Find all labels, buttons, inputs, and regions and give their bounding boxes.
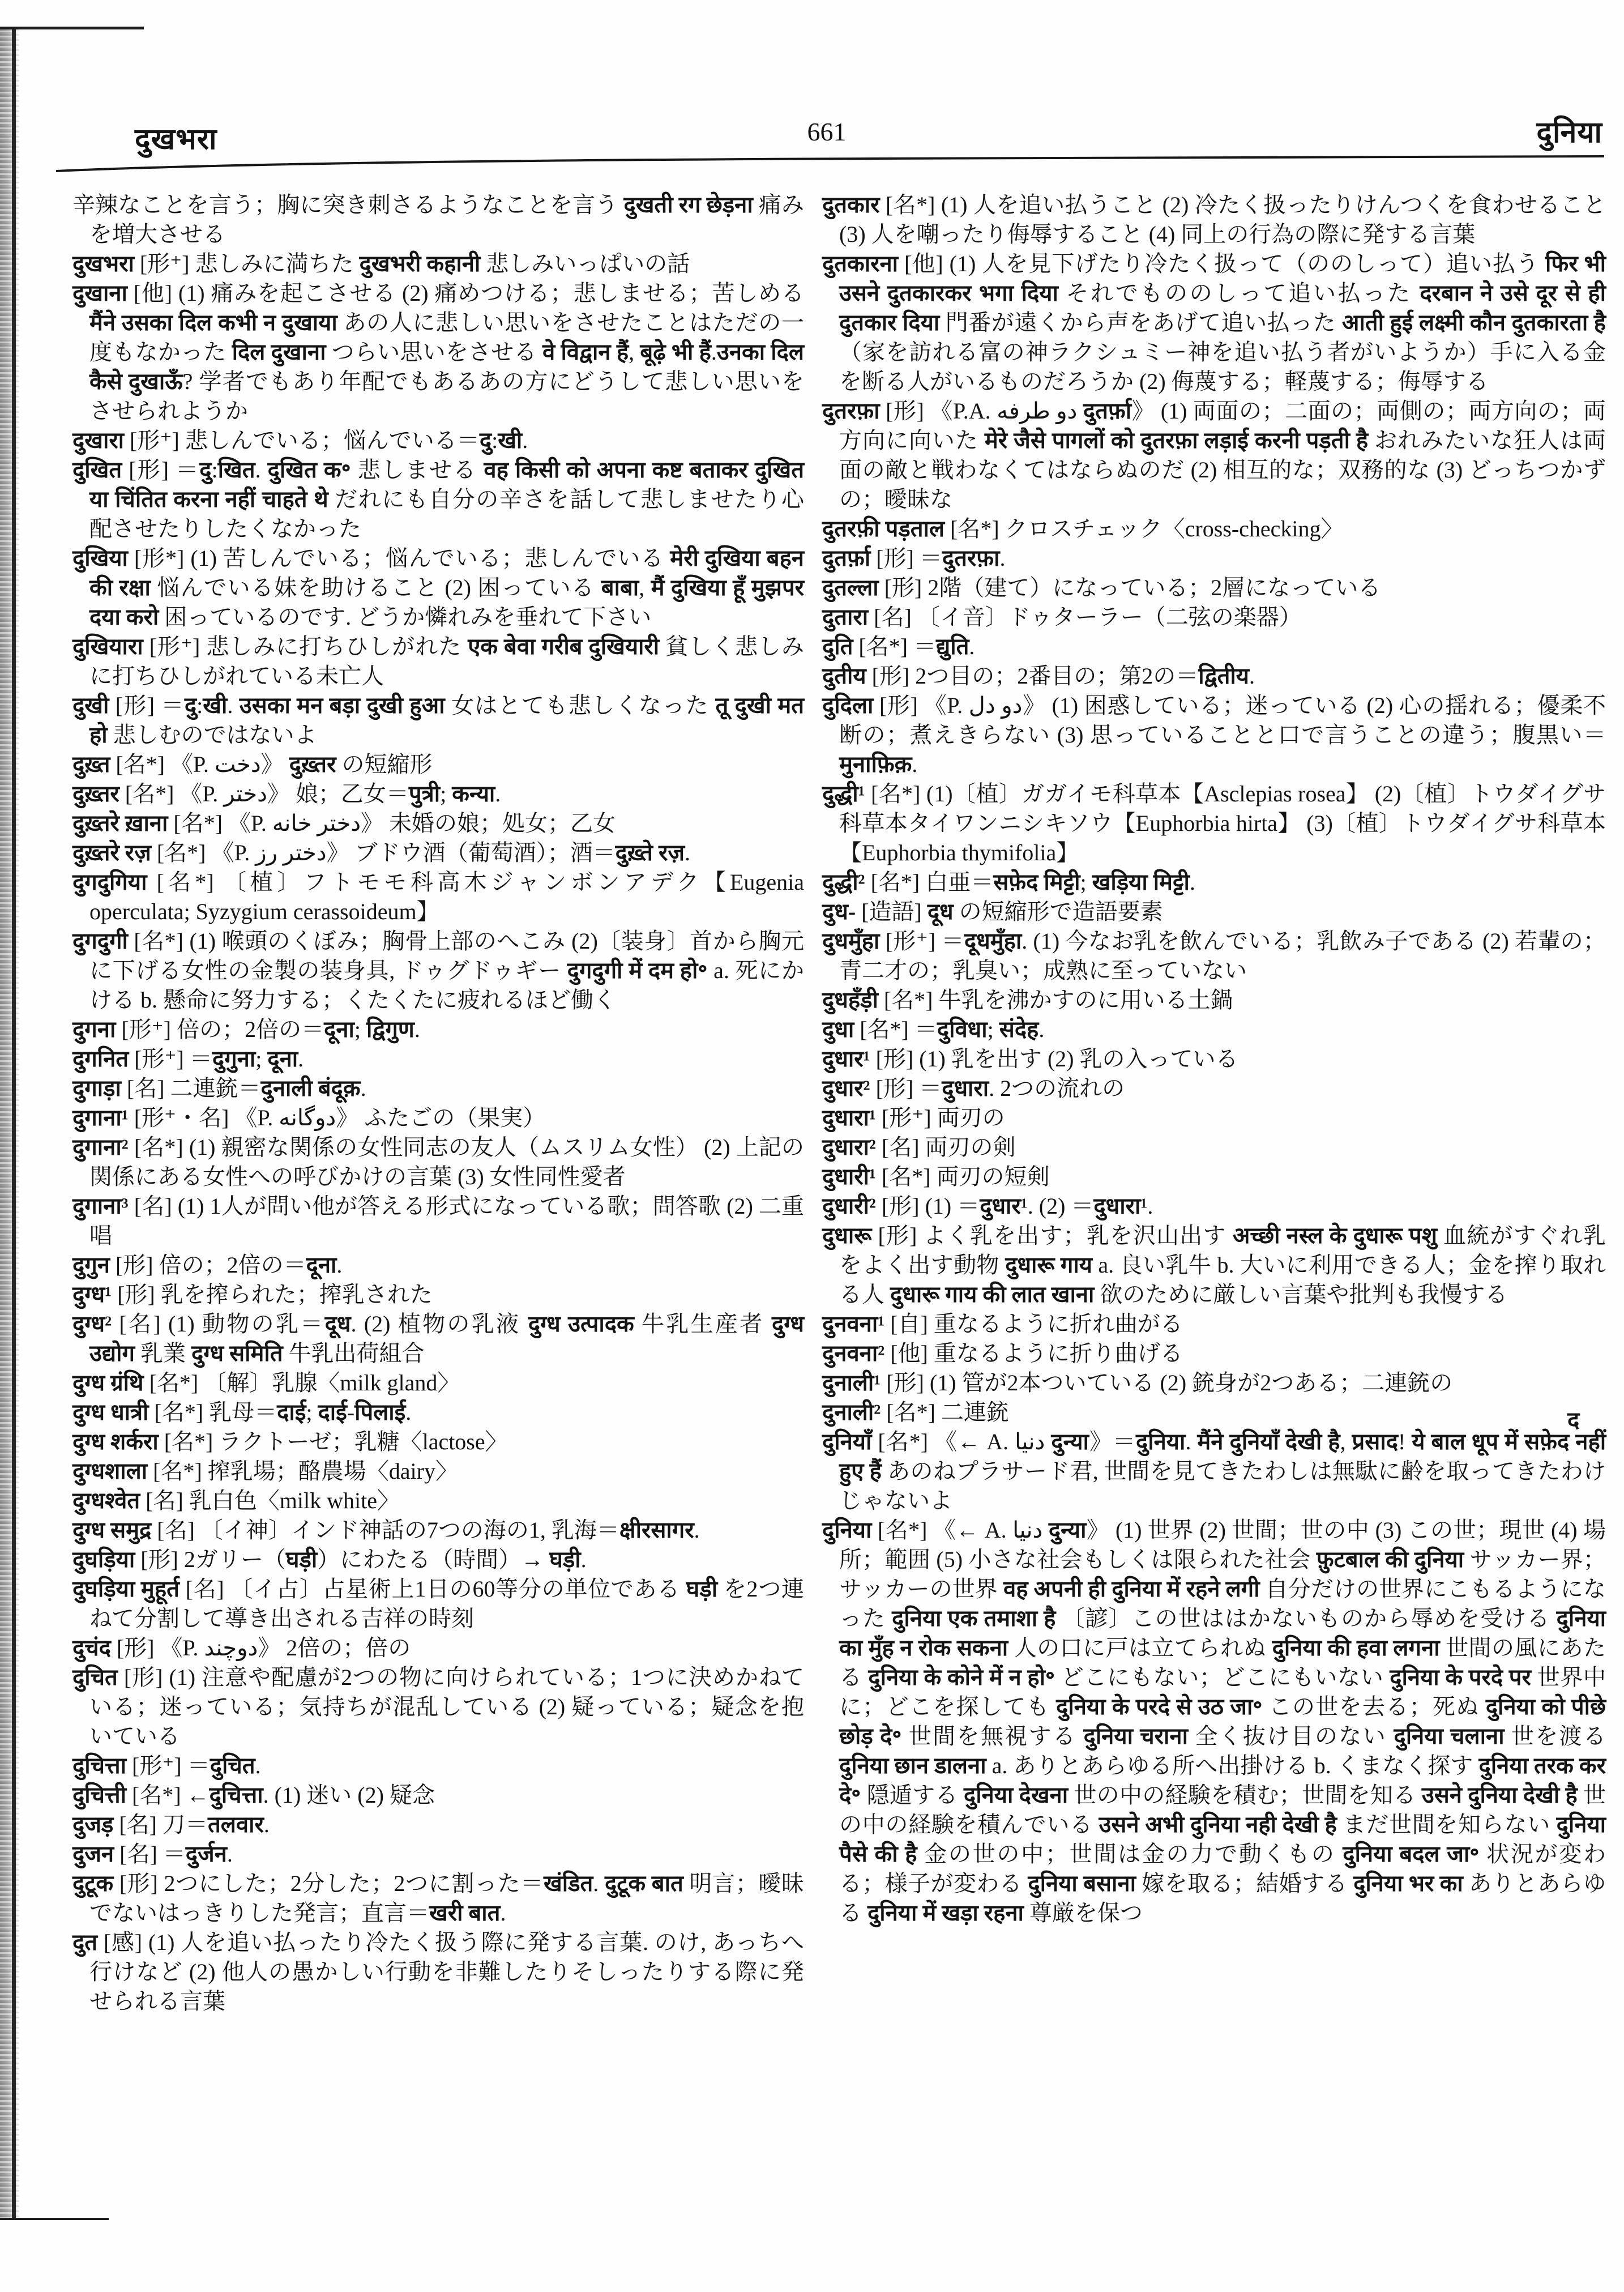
entry-pos-label: [名*] <box>134 1134 183 1160</box>
dictionary-entry <box>72 809 804 838</box>
entry-body: ＝दुधारा. 2つの流れの <box>919 1075 1125 1101</box>
entry-headword: दुखियारा <box>72 634 143 659</box>
entry-pos-label: [名*] <box>886 1399 935 1425</box>
entry-body: 倍の；2倍の＝दूना. <box>159 1252 343 1278</box>
entry-pos-label: [名*] <box>154 1399 204 1425</box>
entry-body: 乳母＝दाई; दाई-पिलाई. <box>209 1399 412 1425</box>
entry-body: (1) 苦しんでいる；悩んでいる；悲しんでいる मेरी दुखिया बहन की रक्षा 悩んでいる妹を助けること (2) 困っている बाबा, मैं दुखिया हूँ मुझपर दया करो 困っているのです. どうか憐れみを垂れて下さい <box>89 545 805 630</box>
entry-headword: दुति <box>822 634 853 659</box>
entry-pos-label: [名*] <box>883 987 933 1013</box>
dictionary-entry <box>822 514 1606 544</box>
entry-pos-label: [形] <box>140 1547 178 1572</box>
binding-shadow-core <box>12 29 16 2219</box>
dictionary-entry <box>72 426 804 455</box>
dictionary-entry <box>822 1221 1606 1309</box>
entry-body: (1) 喉頭のくぼみ；胸骨上部のへこみ (2)〔装身〕首から胸元に下げる女性の金製の装身具, ドゥグドゥギー दुगदुगी में दम हो॰ a. 死にかける b. 懸命に努力する；くたくたに疲れるほど働く <box>89 928 805 1013</box>
entry-headword: दुगनित <box>72 1046 129 1072</box>
dictionary-entry <box>72 190 804 249</box>
entry-headword: दुजड़ <box>72 1812 114 1837</box>
entry-pos-label: [名*] <box>156 869 214 895</box>
entry-body: 白亜＝सफ़ेद मिट्टी; खड़िया मिट्टी. <box>925 869 1195 895</box>
entry-headword: दुजन <box>72 1841 114 1867</box>
entry-pos-label: [名] <box>119 1841 157 1867</box>
entry-body: 《P. دوچند》 2倍の；倍の <box>160 1635 411 1661</box>
dictionary-entry <box>822 985 1606 1015</box>
entry-pos-label: [名] <box>126 1075 165 1101</box>
entry-body: ＝दु:खी. उसका मन बड़ा दुखी हुआ 女はとても悲しくなった तू दुखी मत हो 悲しむのではないよ <box>89 693 805 748</box>
entry-headword: दुधारी¹ <box>822 1164 876 1189</box>
entry-body: 刀＝तलवार. <box>162 1812 270 1837</box>
entry-pos-label: [名*] <box>878 1429 929 1454</box>
entry-body: 2ガリー（घड़ी）にわたる（時間）→ घड़ी. <box>183 1547 587 1572</box>
dictionary-entry <box>822 661 1606 691</box>
dictionary-entry <box>72 1457 804 1486</box>
margin-guide-letter: द <box>1567 1407 1580 1433</box>
entry-pos-label: [名*] <box>116 752 165 777</box>
entry-body: 悲しみに打ちひしがれた एक बेवा गरीब दुखियारी 貧しく悲しみに打ちひしがれている未亡人 <box>89 634 805 689</box>
entry-headword: दुख़्त <box>72 752 110 777</box>
entry-pos-label: [名] <box>119 1311 161 1337</box>
right-column <box>822 190 1606 1928</box>
entry-pos-label: [形] <box>879 693 918 718</box>
entry-pos-label: [形] <box>871 663 910 689</box>
entry-pos-label: [他] <box>133 280 173 306</box>
running-head-right: दुनिया <box>1536 117 1602 149</box>
entry-headword: दुतर्फ़ा <box>822 545 871 571</box>
entry-headword: दुद्धी² <box>822 869 865 895</box>
entry-pos-label: [形] <box>119 1871 158 1896</box>
entry-body: 乳白色〈milk white〉 <box>189 1488 400 1513</box>
dictionary-entry <box>822 927 1606 985</box>
entry-headword: दुतकार <box>822 192 880 217</box>
entry-headword: दुगाड़ा <box>72 1075 121 1101</box>
entry-body: 《← A. دنيا दुन्या》＝दुनिया. मैंने दुनियाँ देखी है, प्रसाद! ये बाल धूप में सफ़ेद नहीं हुए हैं あのねプラサード君, 世間を見てきたわしは無駄に齢を取ってきたわけじゃないよ <box>839 1429 1606 1513</box>
entry-headword: दुत <box>72 1930 98 1955</box>
dictionary-entry <box>822 396 1606 514</box>
dictionary-entry <box>72 1133 804 1192</box>
entry-pos-label: [名*] <box>153 1458 202 1484</box>
entry-headword: दुगना <box>72 1017 116 1042</box>
entry-headword: दुगुन <box>72 1252 110 1278</box>
entry-body: (1) 1人が問い他が答える形式になっている歌；問答歌 (2) 二重唱 <box>89 1193 804 1248</box>
entry-pos-label: [形] <box>117 1282 155 1307</box>
entry-body: 悲しんでいる；悩んでいる＝दु:खी. <box>185 428 528 453</box>
entry-pos-label: [形] <box>115 1252 153 1278</box>
entry-pos-label: [形⁺] <box>881 1105 931 1130</box>
entry-body: (1) 動物の乳＝दूध. (2) 植物の乳液 दुग्ध उत्पादक 牛乳生産者 दुग्ध उद्योग 乳業 दुग्ध समिति 牛乳出荷組合 <box>89 1311 805 1366</box>
entry-pos-label: [他] <box>904 251 943 276</box>
entry-headword: दुतारा <box>822 604 869 630</box>
dictionary-entry <box>72 1103 804 1133</box>
entry-body: 辛辣なことを言う；胸に突き刺さるようなことを言う दुखती रग छेड़ना 痛みを増大させる <box>72 192 805 247</box>
entry-headword: दुनवना¹ <box>822 1311 885 1337</box>
entry-body: ＝दुचित. <box>187 1753 261 1778</box>
dictionary-entry <box>822 190 1606 249</box>
entry-pos-label: [名*] <box>870 781 921 806</box>
dictionary-entry <box>72 927 804 1015</box>
entry-headword: दुख़्तर <box>72 781 119 806</box>
dictionary-entry <box>72 632 804 691</box>
entry-headword: दुतकारना <box>822 251 899 276</box>
entry-pos-label: [形] <box>876 545 914 571</box>
dictionary-entry <box>822 603 1606 632</box>
entry-pos-label: [名] <box>874 604 912 630</box>
entry-pos-label: [名*] <box>173 810 223 836</box>
entry-headword: दुधार² <box>822 1075 870 1101</box>
entry-body: 乳を搾られた；搾乳された <box>160 1282 433 1307</box>
entry-body: 二連銃 <box>941 1399 1009 1425</box>
entry-body: (1) 管が2本ついている (2) 銃身が2つある；二連銃の <box>929 1370 1453 1395</box>
entry-headword: दुधारा² <box>822 1134 876 1160</box>
entry-body: 《P. دوگانه》 ふたごの（果実） <box>234 1105 546 1130</box>
dictionary-entry <box>72 1663 804 1751</box>
entry-body: 牛乳を沸かすのに用いる土鍋 <box>938 987 1233 1013</box>
dictionary-entry <box>72 1074 804 1103</box>
entry-headword: दुदिला <box>822 693 874 718</box>
dictionary-entry <box>72 1810 804 1839</box>
dictionary-entry <box>72 1044 804 1074</box>
dictionary-entry <box>822 1133 1606 1162</box>
entry-body: 重なるように折り曲げる <box>933 1341 1183 1366</box>
entry-body: (1) 痛みを起こさせる (2) 痛めつける；悲しませる；苦しめる मैंने उसका दिल कभी न दुखाया あの人に悲しい思いをさせたことはただの一度もなかった दिल दुखाना つらい思いをさせる वे विद्वान हैं, बूढ़े भी हैं.उनका दिल कैसे दुखाऊँ? 学者でもあり年配でもあるあの方にどうして悲しい思いをさせられようか <box>89 280 805 424</box>
entry-pos-label: [名*] <box>881 1164 931 1189</box>
entry-pos-label: [形⁺] <box>885 928 936 954</box>
entry-body: (1) ＝दुधार¹. (2) ＝दुधारा¹. <box>925 1193 1153 1219</box>
entry-pos-label: [名*] <box>870 869 920 895</box>
entry-pos-label: [名*] <box>164 1429 213 1454</box>
dictionary-entry <box>72 279 804 426</box>
entry-headword: दुखित <box>72 457 122 483</box>
entry-headword: दुखिया <box>72 545 128 571</box>
running-head-left: दुखभरा <box>135 123 217 156</box>
dictionary-entry <box>822 691 1606 779</box>
dictionary-entry <box>72 249 804 279</box>
entry-body: 《P. دختر رز》 ブドウ酒（葡萄酒）；酒＝दुख़्ते रज़. <box>211 840 691 865</box>
entry-pos-label: [形⁺・名] <box>134 1105 229 1130</box>
dictionary-entry <box>72 1516 804 1545</box>
dictionary-entry <box>822 1074 1606 1103</box>
dictionary-entry <box>72 1839 804 1869</box>
dictionary-entry <box>72 1486 804 1516</box>
entry-body: 搾乳場；酪農場〈dairy〉 <box>207 1458 458 1484</box>
header-rule <box>54 148 1606 174</box>
entry-body: 2つにした；2分した；2つに割った＝खंडित. दुटूक बात 明言；曖昧でないはっきりした発言；直言＝खरी बात. <box>89 1871 805 1926</box>
entry-body: よく乳を出す；乳を沢山出す अच्छी नस्ल के दुधारू पशु 血統がすぐれ乳をよく出す動物 दुधारू गाय a. 良い乳牛 b. 大いに利用できる人；金を搾り取れる人 दुधारू गाय की लात खाना 欲のために厳しい言葉や批判も我慢する <box>839 1223 1606 1307</box>
entry-body: 《P. دختر》 娘；乙女＝पुत्री; कन्या. <box>180 781 501 806</box>
entry-body: 〔イ神〕インド神話の7つの海の1, 乳海＝क्षीरसागर. <box>200 1517 700 1543</box>
entry-body: (1)〔植〕ガガイモ科草本【Asclepias rosea】 (2)〔植〕トウダイグサ科草本タイワンニシキソウ【Euphorbia hirta】 (3)〔植〕トウダイグサ科草本【Euphorbia thymifolia】 <box>839 781 1606 865</box>
entry-body: 〔解〕乳腺〈milk gland〉 <box>204 1370 460 1395</box>
entry-pos-label: [形] <box>884 575 922 600</box>
entry-pos-label: [他] <box>890 1341 928 1366</box>
entry-body: ＝दूधमुँहा. (1) 今なお乳を飲んでいる；乳飲み子である (2) 若輩の；青二才の；乳臭い；成熟に至っていない <box>839 928 1606 983</box>
entry-pos-label: [形] <box>886 398 924 424</box>
dictionary-entry <box>822 1044 1606 1074</box>
entry-headword: दुनाली¹ <box>822 1370 881 1395</box>
entry-body: 倍の；2倍の＝दूना; द्विगुण. <box>177 1017 420 1042</box>
scan-edge-line-top <box>0 27 144 29</box>
entry-headword: दुतल्ला <box>822 575 879 600</box>
entry-pos-label: [形⁺] <box>121 1017 172 1042</box>
entry-headword: दुख़्तरे रज़ <box>72 840 151 865</box>
entry-body: ＝दुर्जन. <box>163 1841 233 1867</box>
dictionary-entry <box>72 1427 804 1457</box>
entry-pos-label: [形] <box>123 1664 163 1690</box>
dictionary-entry <box>822 1398 1606 1427</box>
dictionary-entry <box>822 1427 1606 1516</box>
entry-headword: दुतरफ़ी पड़ताल <box>822 516 945 541</box>
dictionary-entry <box>822 1309 1606 1339</box>
left-column <box>72 190 804 2016</box>
entry-headword: दुखभरा <box>72 251 134 276</box>
entry-body: 重なるように折れ曲がる <box>933 1311 1183 1337</box>
dictionary-entry <box>72 838 804 868</box>
entry-pos-label: [名] <box>157 1517 195 1543</box>
entry-headword: दुघड़िया मुहूर्त <box>72 1576 180 1602</box>
entry-headword: दुधा <box>822 1017 854 1042</box>
entry-body: 二連銃＝दुनाली बंदूक़. <box>170 1075 366 1101</box>
entry-pos-label: [形] <box>881 1193 920 1219</box>
entry-headword: दुचंद <box>72 1635 111 1661</box>
entry-pos-label: [形⁺] <box>132 1753 182 1778</box>
dictionary-entry <box>822 1015 1606 1044</box>
entry-pos-label: [名] <box>146 1488 183 1513</box>
dictionary-entry <box>72 750 804 779</box>
entry-headword: दुगदुगी <box>72 928 128 954</box>
entry-pos-label: [形*] <box>134 545 185 571</box>
entry-body: (1) 人を追い払うこと (2) 冷たく扱ったりけんつくを食わせること (3) 人を嘲ったり侮辱すること (4) 同上の行為の際に発する言葉 <box>839 192 1606 247</box>
entry-body: (1) 親密な関係の女性同志の友人（ムスリム女性） (2) 上記の関係にある女性への呼びかけの言葉 (3) 女性同性愛者 <box>89 1134 805 1189</box>
dictionary-entry <box>72 1781 804 1810</box>
entry-body: 両刃の短剣 <box>936 1164 1050 1189</box>
entry-pos-label: [名*] <box>950 516 999 541</box>
entry-headword: दुचित <box>72 1664 118 1690</box>
entry-body: ＝दुविधा; संदेह. <box>914 1017 1045 1042</box>
entry-headword: दुचित्ता <box>72 1753 126 1778</box>
entry-pos-label: [名*] <box>877 1517 928 1543</box>
entry-headword: दुद्धी¹ <box>822 781 865 806</box>
entry-pos-label: [名] <box>134 1193 172 1219</box>
entry-body: 2階（建て）になっている；2層になっている <box>928 575 1381 600</box>
entry-body: 〔イ占〕占星術上1日の60等分の単位である घड़ी を2つ連ねて分割して導き出される吉祥の時刻 <box>89 1576 805 1631</box>
entry-headword: दुगदुगिया <box>72 869 147 895</box>
entry-body: 〔イ音〕ドゥターラー（二弦の楽器） <box>917 604 1302 630</box>
entry-headword: दुधमुँहा <box>822 928 880 954</box>
entry-body: ＝दुतरफ़ा. <box>919 545 1006 571</box>
entry-headword: दुख़्तरे ख़ाना <box>72 810 168 836</box>
entry-body: (1) 注意や配慮が2つの物に向けられている；1つに決めかねている；迷っている；気持ちが混乱している (2) 疑っている；疑念を抱いている <box>89 1664 805 1749</box>
entry-pos-label: [名*] <box>132 1782 181 1808</box>
entry-pos-label: [感] <box>103 1930 143 1955</box>
entry-headword: दुग्ध ग्रंथि <box>72 1370 144 1395</box>
entry-body: 《P.A. دو طرفه दुतर्फ़ा》 (1) 両面の；二面の；両側の；両方向の；両方向に向いた मेरे जैसे पागलों को दुतरफ़ा लड़ाई करनी पड़ती है おれみたいな狂人は両面の敵と戦わなくてはならぬのだ (2) 相互的な；双務的な (3) どっちつかずの；曖昧な <box>839 398 1606 512</box>
entry-body: (1) 人を見下げたり冷たく扱って（ののしって）追い払う फिर भी उसने दुतकारकर भगा दिया それでもののしって追い払った दरबान ने उसे दूर से ही दुतकार दिया 門番が遠くから声をあげて追い払った आती हुई लक्ष्मी कौन दुतकारता है （家を訪れる富の神ラクシュミー神を追い払う者がいようか）手に入る金を断る人がいるものだろうか (2) 侮蔑する；軽蔑する；侮辱する <box>839 251 1606 394</box>
entry-pos-label: [名] <box>881 1134 920 1160</box>
entry-headword: दुगाना¹ <box>72 1105 129 1130</box>
entry-body: ＝दुगुना; दूना. <box>189 1046 304 1072</box>
dictionary-entry <box>822 1339 1606 1368</box>
entry-body: ＝दु:खित. दुखित क॰ 悲しませる वह किसी को अपना कष्ट बताकर दुखित या चिंतित करना नहीं चाहते थे だれにも自分の辛さを話して悲しませたり心配させたりしたくなかった <box>89 457 805 541</box>
entry-headword: दुटूक <box>72 1871 114 1896</box>
entry-pos-label: [名] <box>185 1576 224 1602</box>
entry-pos-label: [名*] <box>125 781 174 806</box>
entry-headword: दुग्ध शर्करा <box>72 1429 159 1454</box>
entry-body: 2つ目の；2番目の；第2の＝द्वितीय. <box>915 663 1255 689</box>
entry-headword: दुधारी² <box>822 1193 876 1219</box>
dictionary-entry <box>822 1368 1606 1398</box>
dictionary-entry <box>72 1869 804 1928</box>
entry-headword: दुग्ध धात्री <box>72 1399 149 1425</box>
dictionary-entry <box>822 1103 1606 1133</box>
dictionary-entry <box>72 779 804 809</box>
entry-body: (1) 人を追い払ったり冷たく扱う際に発する言葉. のけ, あっちへ行けなど (2) 他人の愚かしい行動を非難したりそしったりする際に発せられる言葉 <box>89 1930 805 2014</box>
dictionary-entry <box>822 897 1606 927</box>
entry-headword: दुगाना³ <box>72 1193 129 1219</box>
entry-headword: दुनिया <box>822 1517 872 1543</box>
dictionary-entry <box>72 455 804 544</box>
entry-pos-label: [名*] <box>134 928 183 954</box>
entry-headword: दुतरफ़ा <box>822 398 880 424</box>
dictionary-entry <box>72 1309 804 1368</box>
entry-pos-label: [名*] <box>885 192 935 217</box>
entry-pos-label: [形] <box>875 1075 914 1101</box>
entry-headword: दुधारा¹ <box>822 1105 876 1130</box>
entry-headword: दुगाना² <box>72 1134 129 1160</box>
entry-body: 《P. دختر خانه》 未婚の娘；処女；乙女 <box>228 810 616 836</box>
entry-headword: दुग्ध² <box>72 1311 112 1337</box>
entry-headword: दुग्ध¹ <box>72 1282 112 1307</box>
entry-pos-label: [名*] <box>156 840 206 865</box>
entry-pos-label: [形⁺] <box>130 428 180 453</box>
entry-pos-label: [形] <box>115 693 155 718</box>
entry-headword: दुधहँड़ी <box>822 987 878 1013</box>
entry-pos-label: [形⁺] <box>134 1046 184 1072</box>
page-number: 661 <box>807 117 847 146</box>
entry-pos-label: [自] <box>890 1311 928 1337</box>
dictionary-entry <box>822 868 1606 897</box>
entry-body: 悲しみに満ちた दुखभरी कहानी 悲しみいっぱいの話 <box>195 251 690 276</box>
dictionary-entry <box>72 1015 804 1044</box>
dictionary-entry <box>822 544 1606 573</box>
entry-headword: दुखाना <box>72 280 127 306</box>
entry-headword: दुग्ध समुद्र <box>72 1517 152 1543</box>
entry-body: クロスチェック〈cross-checking〉 <box>1005 516 1344 541</box>
entry-headword: दुघड़िया <box>72 1547 135 1572</box>
binding-shadow-strip <box>0 29 19 2219</box>
entry-pos-label: [名] <box>119 1812 157 1837</box>
entry-body: 《← A. دنيا दुन्या》 (1) 世界 (2) 世間；世の中 (3) この世；現世 (4) 場所；範囲 (5) 小さな社会もしくは限られた社会 फ़ुटबाल की दुनिया サッカー界；サッカーの世界 वह अपनी ही दुनिया में रहने लगी 自分だけの世界にこもるようになった दुनिया एक तमाशा है 〔諺〕この世ははかないものから辱めを受ける दुनिया का मुँह न रोक सकना 人の口に戸は立てられぬ दुनिया की हवा लगना 世間の風にあたる दुनिया के कोने में न हो॰ どこにもない；どこにもいない दुनिया के परदे पर 世界中に；どこを探しても दुनिया के परदे से उठ जा॰ この世を去る；死ぬ दुनिया को पीछे छोड़ दे॰ 世間を無視する दुनिया चराना 全く抜け目のない दुनिया चलाना 世を渡る दुनिया छान डालना a. ありとあらゆる所へ出掛ける b. くまなく探す दुनिया तरक कर दे॰ 隠遁する दुनिया देखना 世の中の経験を積む；世間を知る उसने दुनिया देखी है 世の中の経験を積んでいる उसने अभी दुनिया नही देखी है まだ世間を知らない दुनिया पैसे की है 金の世の中；世間は金の力で動くもの दुनिया बदल जा॰ 状況が変わる；様子が変わる दुनिया बसाना 嫁を取る；結婚する दुनिया भर का ありとあらゆる दुनिया में खड़ा रहना 尊厳を保つ <box>839 1517 1606 1926</box>
dictionary-entry <box>822 249 1606 396</box>
entry-body: 《P. دو دل》 (1) 困惑している；迷っている (2) 心の揺れる；優柔不断の；煮えきらない (3) 思っていることと口で言うことの違う；腹黒い＝मुनाफ़िक़. <box>839 693 1606 777</box>
dictionary-entry <box>72 1192 804 1250</box>
entry-pos-label: [名*] <box>858 634 908 659</box>
dictionary-entry <box>72 1368 804 1398</box>
dictionary-entry <box>72 1751 804 1781</box>
entry-pos-label: [形] <box>878 1223 917 1248</box>
entry-body: 両刃の <box>937 1105 1005 1130</box>
entry-headword: दुग्धश्वेत <box>72 1488 140 1513</box>
dictionary-entry <box>72 1574 804 1633</box>
entry-headword: दुतीय <box>822 663 866 689</box>
entry-headword: दुखी <box>72 693 109 718</box>
dictionary-entry <box>72 868 804 927</box>
entry-pos-label: [形⁺] <box>149 634 200 659</box>
entry-body: ラクトーゼ；乳糖〈lactose〉 <box>219 1429 508 1454</box>
dictionary-entry <box>822 779 1606 868</box>
entry-pos-label: [造語] <box>861 899 922 924</box>
dictionary-entry <box>822 1192 1606 1221</box>
dictionary-entry <box>822 573 1606 603</box>
entry-body: (1) 乳を出す (2) 乳の入っている <box>919 1046 1238 1072</box>
entry-pos-label: [名*] <box>860 1017 909 1042</box>
dictionary-entry <box>72 1250 804 1280</box>
entry-headword: दुध- <box>822 899 856 924</box>
entry-headword: दुखारा <box>72 428 125 453</box>
dictionary-entry <box>72 1280 804 1309</box>
entry-headword: दुधारू <box>822 1223 872 1248</box>
dictionary-entry <box>72 691 804 750</box>
entry-headword: दुनाली² <box>822 1399 881 1425</box>
entry-pos-label: [形⁺] <box>139 251 190 276</box>
entry-pos-label: [形] <box>886 1370 924 1395</box>
entry-pos-label: [形] <box>129 457 169 483</box>
entry-headword: दुनियाँ <box>822 1429 872 1454</box>
dictionary-entry <box>72 1928 804 2016</box>
entry-pos-label: [形] <box>875 1046 914 1072</box>
entry-body: दूध の短縮形で造語要素 <box>927 899 1163 924</box>
entry-pos-label: [名*] <box>149 1370 199 1395</box>
dictionary-entry <box>72 544 804 632</box>
dictionary-entry <box>822 1516 1606 1928</box>
dictionary-entry <box>72 1545 804 1574</box>
entry-pos-label: [形] <box>116 1635 155 1661</box>
dictionary-entry <box>72 1398 804 1427</box>
entry-headword: दुग्धशाला <box>72 1458 148 1484</box>
dictionary-entry <box>72 1633 804 1663</box>
entry-body: ＝द्युति. <box>913 634 975 659</box>
entry-body: 《P. دخت》 दुख़्तर の短縮形 <box>170 752 433 777</box>
dictionary-entry <box>822 1162 1606 1192</box>
dictionary-entry <box>822 632 1606 661</box>
entry-body: ←दुचित्ता. (1) 迷い (2) 疑念 <box>186 1782 435 1808</box>
entry-headword: दुचित्ती <box>72 1782 126 1808</box>
entry-body: 両刃の剣 <box>925 1134 1016 1160</box>
entry-headword: दुनवना² <box>822 1341 885 1366</box>
entry-headword: दुधार¹ <box>822 1046 870 1072</box>
entry-body: 〔植〕フトモモ科高木ジャンボンアデク【Eugenia operculata; Syzygium cerassoideum】 <box>89 869 805 924</box>
scan-edge-line-bottom <box>0 2218 109 2220</box>
